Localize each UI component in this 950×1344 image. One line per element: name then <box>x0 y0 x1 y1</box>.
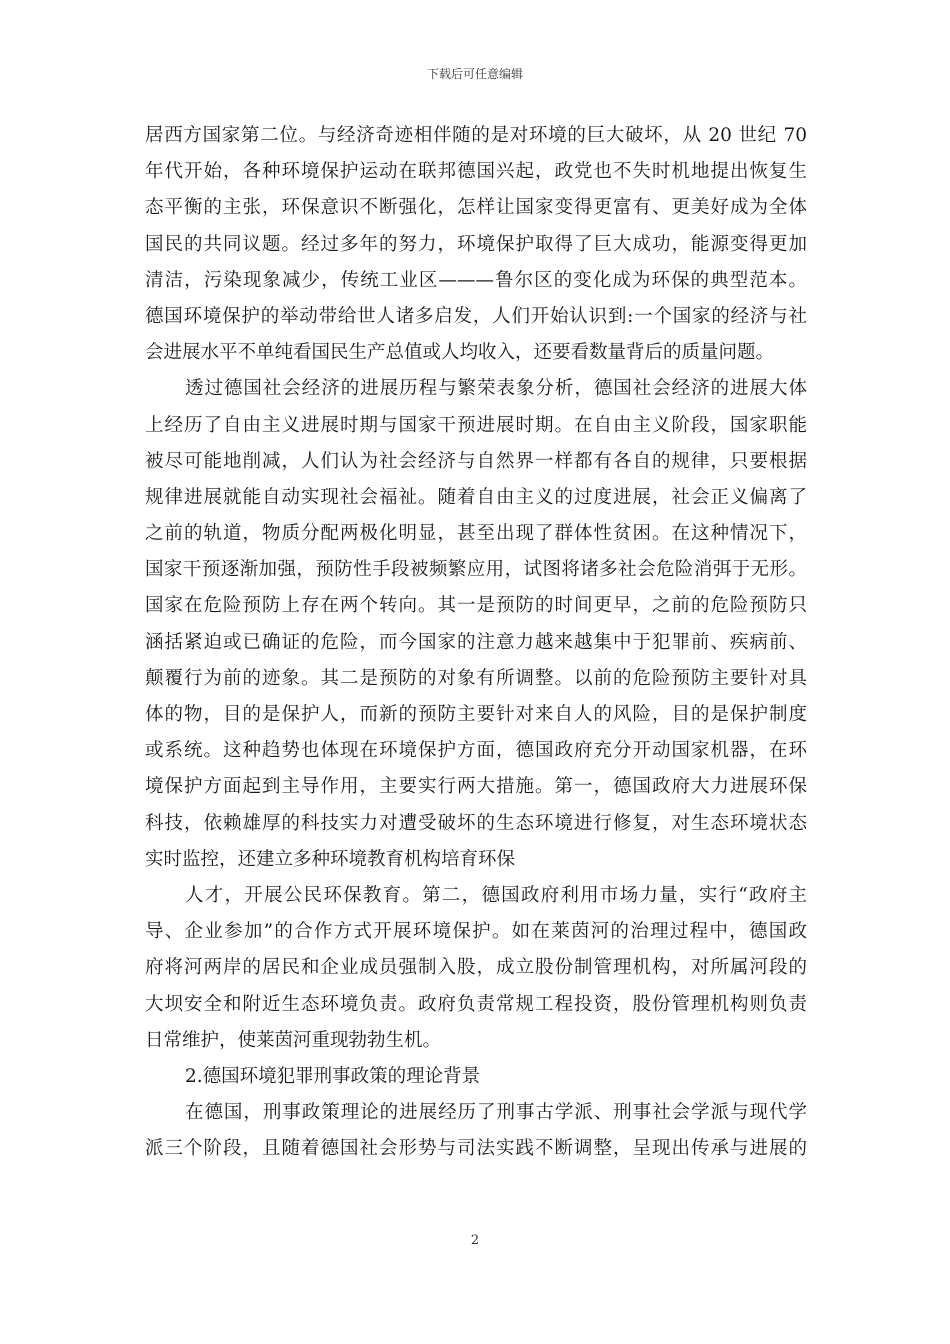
text-line: 人才，开展公民环保教育。第二，德国政府利用市场力量，实行“政府主 <box>185 884 807 906</box>
text-line: 派三个阶段，且随着德国社会形势与司法实践不断调整，呈现出传承与进展的 <box>145 1138 807 1160</box>
document-body <box>145 118 807 1167</box>
text-line: 会进展水平不单纯看国民生产总值或人均收入，还要看数量背后的质量问题。 <box>145 342 775 364</box>
text-line: 科技，依赖雄厚的科技实力对遭受破坏的生态环境进行修复，对生态环境状态 <box>145 812 807 834</box>
text-line: 国家干预逐渐加强，预防性手段被频繁应用，试图将诸多社会危险消弭于无形。 <box>145 559 807 581</box>
text-line: 颠覆行为前的迹象。其二是预防的对象有所调整。以前的危险预防主要针对具 <box>145 667 807 689</box>
text-line: 境保护方面起到主导作用，主要实行两大措施。第一，德国政府大力进展环保 <box>145 776 807 798</box>
text-line: 透过德国社会经济的进展历程与繁荣表象分析，德国社会经济的进展大体 <box>185 378 807 400</box>
text-line: 国家在危险预防上存在两个转向。其一是预防的时间更早，之前的危险预防只 <box>145 595 807 617</box>
text-line: 上经历了自由主义进展时期与国家干预进展时期。在自由主义阶段，国家职能 <box>145 414 807 436</box>
text-line: 大坝安全和附近生态环境负责。政府负责常规工程投资，股份管理机构则负责 <box>145 993 807 1015</box>
text-line: 国民的共同议题。经过多年的努力，环境保护取得了巨大成功，能源变得更加 <box>145 233 807 255</box>
text-line: 导、企业参加”的合作方式开展环境保护。如在莱茵河的治理过程中，德国政 <box>145 921 807 943</box>
text-line: 清洁，污染现象减少，传统工业区———鲁尔区的变化成为环保的典型范本。 <box>145 269 807 291</box>
text-line: 体的物，目的是保护人，而新的预防主要针对来自人的风险，目的是保护制度 <box>145 704 807 725</box>
text-line: 在德国，刑事政策理论的进展经历了刑事古学派、刑事社会学派与现代学 <box>185 1102 807 1124</box>
page-header: 下载后可任意编辑 <box>426 67 523 81</box>
text-line: 之前的轨道，物质分配两极化明显，甚至出现了群体性贫困。在这种情况下， <box>145 523 807 545</box>
text-line: 府将河两岸的居民和企业成员强制入股，成立股份制管理机构，对所属河段的 <box>145 957 807 979</box>
text-line: 规律进展就能自动实现社会福祉。随着自由主义的过度进展，社会正义偏离了 <box>145 486 807 508</box>
text-line: 态平衡的主张，环保意识不断强化，怎样让国家变得更富有、更美好成为全体 <box>145 197 807 219</box>
page-number: 2 <box>470 1233 480 1248</box>
text-line: 实时监控，还建立多种环境教育机构培育环保 <box>145 848 516 870</box>
text-line: 居西方国家第二位。与经济奇迹相伴随的是对环境的巨大破坏，从 20 世纪 70 <box>145 125 807 146</box>
text-line: 德国环境保护的举动带给世人诸多启发，人们开始认识到:一个国家的经济与社 <box>145 305 807 327</box>
text-line: 日常维护，使莱茵河重现勃勃生机。 <box>145 1029 442 1051</box>
text-line: 年代开始，各种环境保护运动在联邦德国兴起，政党也不失时机地提出恢复生 <box>145 161 807 183</box>
text-line: 2.德国环境犯罪刑事政策的理论背景 <box>185 1065 481 1087</box>
text-line: 或系统。这种趋势也体现在环境保护方面，德国政府充分开动国家机器，在环 <box>145 740 807 762</box>
text-line: 涵括紧迫或已确证的危险，而今国家的注意力越来越集中于犯罪前、疾病前、 <box>145 631 807 653</box>
text-line: 被尽可能地削减，人们认为社会经济与自然界一样都有各自的规律，只要根据 <box>145 450 807 472</box>
